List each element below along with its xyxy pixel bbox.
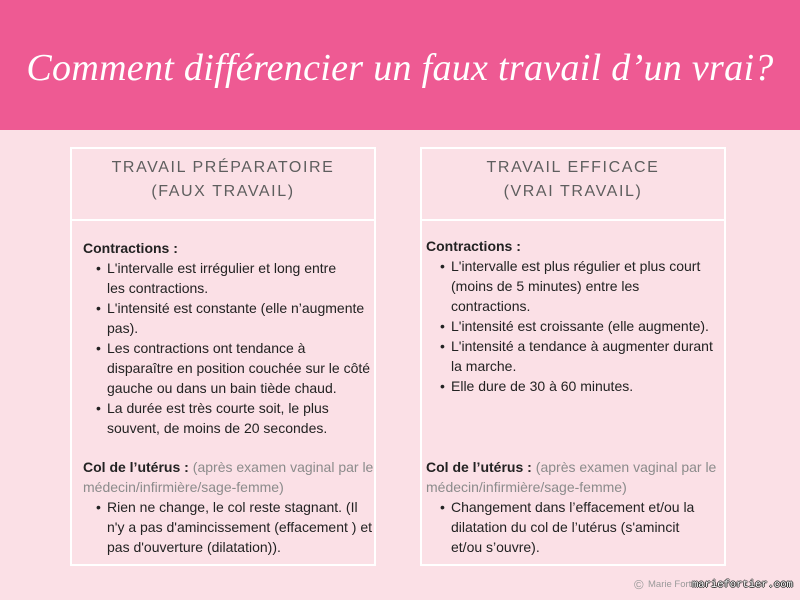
page-title: Comment différencier un faux travail d’un vrai?	[26, 47, 774, 89]
author-credit: Marie Forti	[648, 579, 694, 590]
contractions-list	[426, 256, 722, 396]
list-item	[107, 398, 372, 438]
list-item-line: • L'intervalle est plus régulier et plus court	[451, 258, 701, 274]
cervix-list	[426, 497, 722, 557]
list-item-line: n'y a pas d'amincissement (effacement ) et	[107, 519, 372, 535]
list-item-line: pas d'ouverture (dilatation)).	[107, 539, 281, 555]
column-heading	[422, 156, 724, 204]
list-item-line: souvent, de moins de 20 secondes.	[107, 420, 328, 436]
cervix-note: (après examen vaginal par le	[535, 459, 717, 475]
list-item-line: disparaître en position couchée sur le côté	[107, 360, 371, 376]
list-item-line: • Les contractions ont tendance à	[107, 340, 306, 356]
contractions-label: Contractions :	[426, 238, 521, 254]
list-item-line: • Changement dans l’effacement et/ou la	[451, 499, 695, 515]
cervix-label: Col de l’utérus :	[426, 459, 532, 475]
cervix-section	[426, 457, 722, 557]
column-false-labor	[70, 147, 376, 566]
column-heading	[72, 156, 374, 204]
list-item	[451, 256, 722, 316]
cervix-heading	[426, 457, 722, 477]
list-item	[451, 497, 722, 557]
list-item	[107, 298, 372, 338]
cervix-section	[83, 457, 372, 557]
list-item-line: dilatation du col de l’utérus (s'amincit	[451, 519, 680, 535]
list-item-line: • Rien ne change, le col reste stagnant. (Il	[107, 499, 358, 515]
title-banner	[0, 0, 800, 130]
contractions-list	[83, 258, 372, 438]
list-item-line: • L'intervalle est irrégulier et long entre	[107, 260, 337, 276]
column-heading-line: TRAVAIL PRÉPARATOIRE	[111, 159, 335, 176]
list-item	[451, 376, 722, 396]
cervix-note-continued: médecin/infirmière/sage-femme)	[83, 479, 284, 495]
cervix-note-continued: médecin/infirmière/sage-femme)	[426, 479, 627, 495]
list-item	[451, 316, 722, 336]
list-item-line: les contractions.	[107, 280, 209, 296]
cervix-heading	[83, 457, 372, 477]
column-heading-line: TRAVAIL EFFICACE	[486, 159, 660, 176]
cervix-label: Col de l’utérus :	[83, 459, 189, 475]
column-header	[72, 149, 374, 221]
column-true-labor	[420, 147, 726, 566]
list-item-line: la marche.	[451, 358, 517, 374]
list-item-line: (moins de 5 minutes) entre les	[451, 278, 640, 294]
list-item-line: • Elle dure de 30 à 60 minutes.	[451, 378, 634, 394]
credit	[634, 577, 796, 593]
list-item	[107, 338, 372, 398]
list-item-line: • L'intensité est croissante (elle augmente).	[451, 318, 709, 334]
contractions-label: Contractions :	[83, 240, 178, 256]
column-heading-subline: (FAUX TRAVAIL)	[151, 183, 295, 200]
cervix-list	[83, 497, 372, 557]
column-header	[422, 149, 724, 221]
column-heading-subline: (VRAI TRAVAIL)	[503, 183, 643, 200]
list-item	[107, 497, 372, 557]
list-item-line: • La durée est très courte soit, le plus	[107, 400, 329, 416]
list-item	[451, 336, 722, 376]
list-item-line: • L'intensité est constante (elle n’augmente	[107, 300, 365, 316]
list-item-line: et/ou s’ouvre).	[451, 539, 540, 555]
list-item-line: gauche ou dans un bain tiède chaud.	[107, 380, 337, 396]
list-item-line: contractions.	[451, 298, 531, 314]
cervix-note: (après examen vaginal par le	[192, 459, 374, 475]
contractions-section	[83, 238, 372, 438]
contractions-section	[426, 236, 722, 396]
list-item	[107, 258, 372, 298]
list-item-line: pas).	[107, 320, 139, 336]
watermark: mariefortier.com	[692, 579, 793, 591]
list-item-line: • L'intensité a tendance à augmenter durant	[451, 338, 713, 354]
copyright-icon: ©	[634, 577, 644, 592]
